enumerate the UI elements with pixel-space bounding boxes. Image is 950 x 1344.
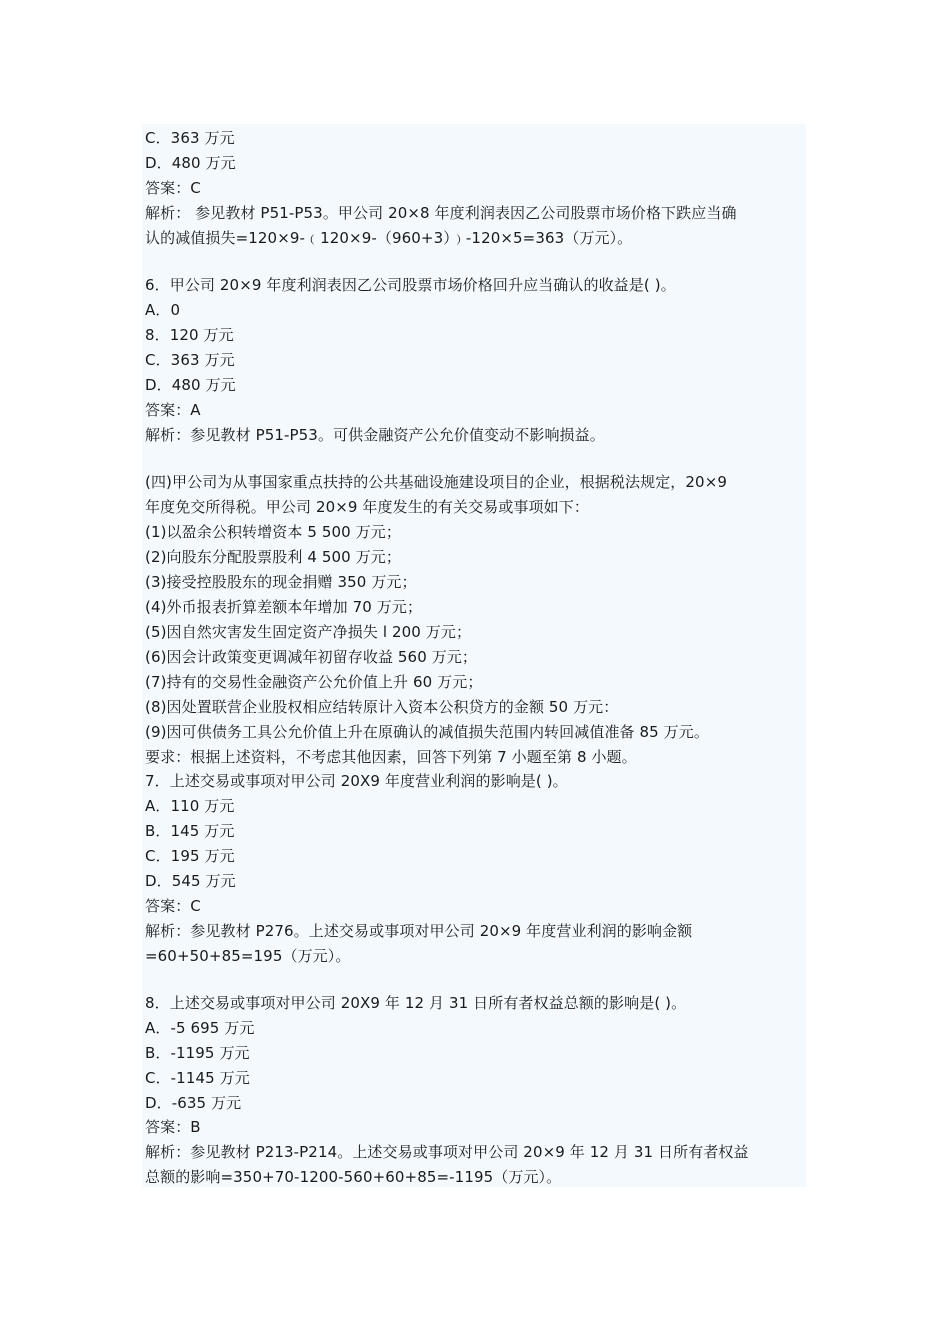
transaction-item: (1)以盈余公积转增资本 5 500 万元； xyxy=(145,523,401,541)
option-d-line: D．545 万元 xyxy=(145,872,236,890)
transaction-item: (4)外币报表折算差额本年增加 70 万元； xyxy=(145,598,423,616)
answer-line: 答案：B xyxy=(145,1118,201,1136)
analysis-line: 解析：参见教材 P51-P53。可供金融资产公允价值变动不影响损益。 xyxy=(145,426,605,444)
answer-line: 答案：A xyxy=(145,401,201,419)
option-b-line: B．-1195 万元 xyxy=(145,1044,250,1062)
transaction-item: (3)接受控股股东的现金捐赠 350 万元； xyxy=(145,573,417,591)
question-7: 7．上述交易或事项对甲公司 20X9 年度营业利润的影响是( )。 xyxy=(145,772,568,790)
option-a-line: A．0 xyxy=(145,301,181,319)
option-a-line: A．-5 695 万元 xyxy=(145,1019,255,1037)
option-a-line: A．110 万元 xyxy=(145,797,235,815)
option-d-line: D．480 万元 xyxy=(145,154,236,172)
analysis-line: 解析： 参见教材 P51-P53。甲公司 20×8 年度利润表因乙公司股票市场价格下跌应当确 xyxy=(145,204,737,222)
transaction-item: (6)因会计政策变更调减年初留存收益 560 万元； xyxy=(145,648,478,666)
analysis-line: 认的减值损失=120×9-﹙120×9-（960+3）﹚-120×5=363（万元）。 xyxy=(145,229,633,247)
transaction-item: (5)因自然灾害发生固定资产净损失 l 200 万元； xyxy=(145,623,472,641)
option-d-line: D．-635 万元 xyxy=(145,1094,242,1112)
option-c-line: C．363 万元 xyxy=(145,351,235,369)
transaction-item: (2)向股东分配股票股利 4 500 万元； xyxy=(145,548,401,566)
answer-line: 答案：C xyxy=(145,897,201,915)
option-c-line: C．-1145 万元 xyxy=(145,1069,250,1087)
option-c-line: C．363 万元 xyxy=(145,129,235,147)
analysis-line: =60+50+85=195（万元）。 xyxy=(145,947,351,965)
question-8: 8．上述交易或事项对甲公司 20X9 年 12 月 31 日所有者权益总额的影响是( )。 xyxy=(145,994,687,1012)
option-c-line: C．195 万元 xyxy=(145,847,235,865)
transaction-item: (8)因处置联营企业股权相应结转原计入资本公积贷方的金额 50 万元： xyxy=(145,698,619,716)
analysis-line: 解析：参见教材 P276。上述交易或事项对甲公司 20×9 年度营业利润的影响金额 xyxy=(145,922,693,940)
section-four-intro: 年度免交所得税。甲公司 20×9 年度发生的有关交易或事项如下： xyxy=(145,498,589,516)
analysis-line: 解析：参见教材 P213-P214。上述交易或事项对甲公司 20×9 年 12 月 31 日所有者权益 xyxy=(145,1143,749,1161)
option-b-line: B．145 万元 xyxy=(145,822,235,840)
requirement-line: 要求：根据上述资料，不考虑其他因素，回答下列第 7 小题至第 8 小题。 xyxy=(145,748,637,766)
answer-line: 答案：C xyxy=(145,179,201,197)
transaction-item: (9)因可供债务工具公允价值上升在原确认的减值损失范围内转回减值准备 85 万元。 xyxy=(145,723,709,741)
question-6: 6．甲公司 20×9 年度利润表因乙公司股票市场价格回升应当确认的收益是( )。 xyxy=(145,276,676,294)
transaction-item: (7)持有的交易性金融资产公允价值上升 60 万元； xyxy=(145,673,483,691)
analysis-line: 总额的影响=350+70-1200-560+60+85=-1195（万元）。 xyxy=(145,1168,562,1186)
option-d-line: D．480 万元 xyxy=(145,376,236,394)
option-b-line: 8．120 万元 xyxy=(145,326,234,344)
section-four-intro: (四)甲公司为从事国家重点扶持的公共基础设施建设项目的企业，根据税法规定，20×9 xyxy=(145,473,728,491)
